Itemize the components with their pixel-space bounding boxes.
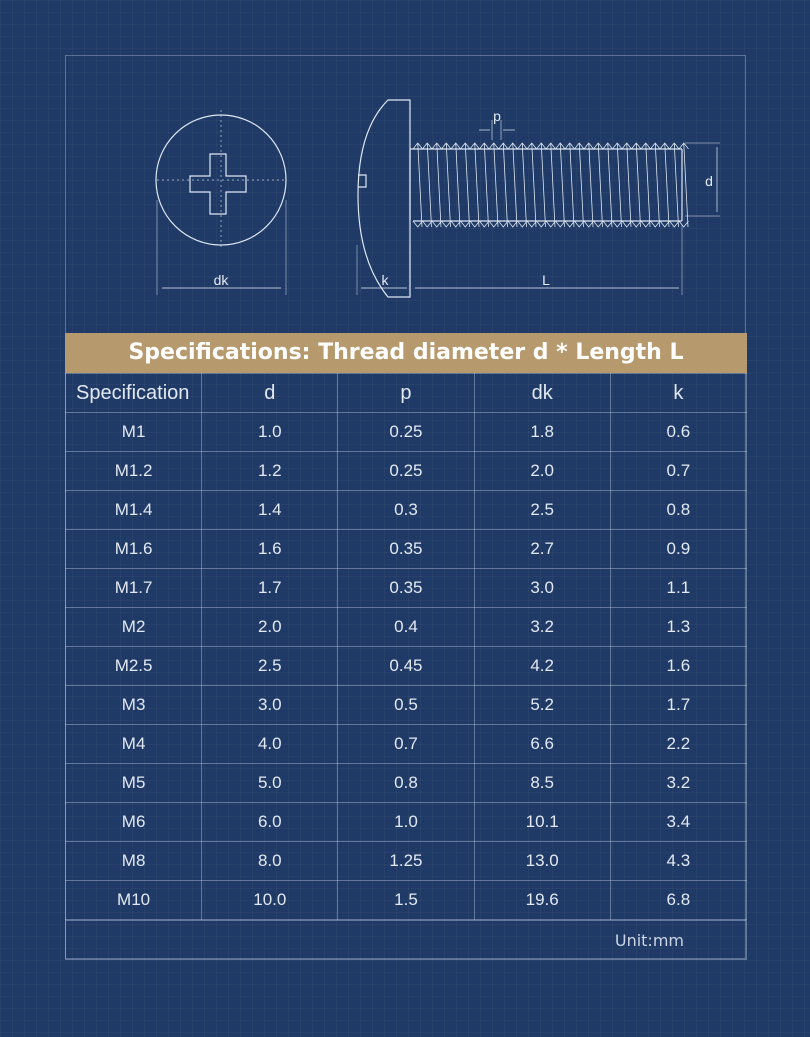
table-row xyxy=(66,452,747,491)
table-cell: 1.0 xyxy=(338,803,474,842)
table-cell: 1.8 xyxy=(474,413,610,452)
table-cell: M2.5 xyxy=(66,647,202,686)
table-cell: 0.4 xyxy=(338,608,474,647)
table-cell: 6.0 xyxy=(202,803,338,842)
table-cell: 6.6 xyxy=(474,725,610,764)
label-L: L xyxy=(542,272,550,288)
table-cell: M1.7 xyxy=(66,569,202,608)
table-row xyxy=(66,803,747,842)
table-row xyxy=(66,530,747,569)
table-cell: 1.6 xyxy=(610,647,746,686)
table-row xyxy=(66,764,747,803)
table-cell: 0.7 xyxy=(338,725,474,764)
table-cell: 2.0 xyxy=(474,452,610,491)
column-header: dk xyxy=(474,374,610,413)
column-header: Specification xyxy=(66,374,202,413)
table-cell: 0.25 xyxy=(338,413,474,452)
table-cell: M4 xyxy=(66,725,202,764)
table-cell: 1.0 xyxy=(202,413,338,452)
table-cell: 10.0 xyxy=(202,881,338,920)
column-header: d xyxy=(202,374,338,413)
table-cell: M1.6 xyxy=(66,530,202,569)
label-k: k xyxy=(381,272,389,288)
table-cell: 1.7 xyxy=(202,569,338,608)
table-cell: 2.2 xyxy=(610,725,746,764)
table-cell: 8.0 xyxy=(202,842,338,881)
table-cell: 3.0 xyxy=(202,686,338,725)
thread-lines xyxy=(413,143,689,227)
table-cell: 1.6 xyxy=(202,530,338,569)
table-row xyxy=(66,608,747,647)
table-cell: 4.3 xyxy=(610,842,746,881)
table-row xyxy=(66,686,747,725)
table-cell: 1.5 xyxy=(338,881,474,920)
table-cell: 0.8 xyxy=(338,764,474,803)
table-cell: 0.5 xyxy=(338,686,474,725)
table-header-row xyxy=(66,374,747,413)
table-cell: 0.9 xyxy=(610,530,746,569)
screw-side-view xyxy=(357,100,720,297)
table-cell: 8.5 xyxy=(474,764,610,803)
table-cell: 0.35 xyxy=(338,569,474,608)
table-cell: 0.8 xyxy=(610,491,746,530)
label-dk: dk xyxy=(213,272,229,288)
table-cell: 0.3 xyxy=(338,491,474,530)
specifications-banner: Specifications: Thread diameter d * Length L xyxy=(65,333,747,373)
table-row xyxy=(66,647,747,686)
table-cell: 6.8 xyxy=(610,881,746,920)
table-cell: 1.2 xyxy=(202,452,338,491)
table-cell: 1.1 xyxy=(610,569,746,608)
label-d: d xyxy=(705,173,713,189)
table-cell: 0.25 xyxy=(338,452,474,491)
screw-diagram xyxy=(65,55,746,333)
table-cell: 13.0 xyxy=(474,842,610,881)
table-row xyxy=(66,413,747,452)
table-cell: 0.6 xyxy=(610,413,746,452)
label-p: p xyxy=(493,108,501,124)
table-cell: 1.25 xyxy=(338,842,474,881)
table-row xyxy=(66,881,747,920)
table-cell: 5.0 xyxy=(202,764,338,803)
table-row xyxy=(66,569,747,608)
table-cell: 4.2 xyxy=(474,647,610,686)
table-cell: M6 xyxy=(66,803,202,842)
table-cell: M8 xyxy=(66,842,202,881)
table-cell: M2 xyxy=(66,608,202,647)
table-cell: 3.4 xyxy=(610,803,746,842)
table-cell: M5 xyxy=(66,764,202,803)
table-cell: 0.7 xyxy=(610,452,746,491)
table-cell: 3.2 xyxy=(610,764,746,803)
table-cell: M1.2 xyxy=(66,452,202,491)
column-header: p xyxy=(338,374,474,413)
column-header: k xyxy=(610,374,746,413)
table-cell: 10.1 xyxy=(474,803,610,842)
screw-head-top-view xyxy=(156,110,287,295)
table-cell: M1 xyxy=(66,413,202,452)
table-cell: 5.2 xyxy=(474,686,610,725)
table-cell: 4.0 xyxy=(202,725,338,764)
table-cell: 3.2 xyxy=(474,608,610,647)
table-cell: 19.6 xyxy=(474,881,610,920)
table-cell: M3 xyxy=(66,686,202,725)
table-cell: 2.5 xyxy=(474,491,610,530)
table-cell: 3.0 xyxy=(474,569,610,608)
table-cell: 1.7 xyxy=(610,686,746,725)
table-cell: M1.4 xyxy=(66,491,202,530)
table-cell: 0.35 xyxy=(338,530,474,569)
unit-row xyxy=(65,920,747,960)
table-cell: 1.3 xyxy=(610,608,746,647)
table-cell: 0.45 xyxy=(338,647,474,686)
spec-table xyxy=(65,373,747,920)
table-cell: M10 xyxy=(66,881,202,920)
table-row xyxy=(66,842,747,881)
table-row xyxy=(66,491,747,530)
table-cell: 1.4 xyxy=(202,491,338,530)
table-cell: 2.7 xyxy=(474,530,610,569)
unit-label: Unit:mm xyxy=(614,931,684,950)
table-row xyxy=(66,725,747,764)
table-cell: 2.5 xyxy=(202,647,338,686)
table-cell: 2.0 xyxy=(202,608,338,647)
